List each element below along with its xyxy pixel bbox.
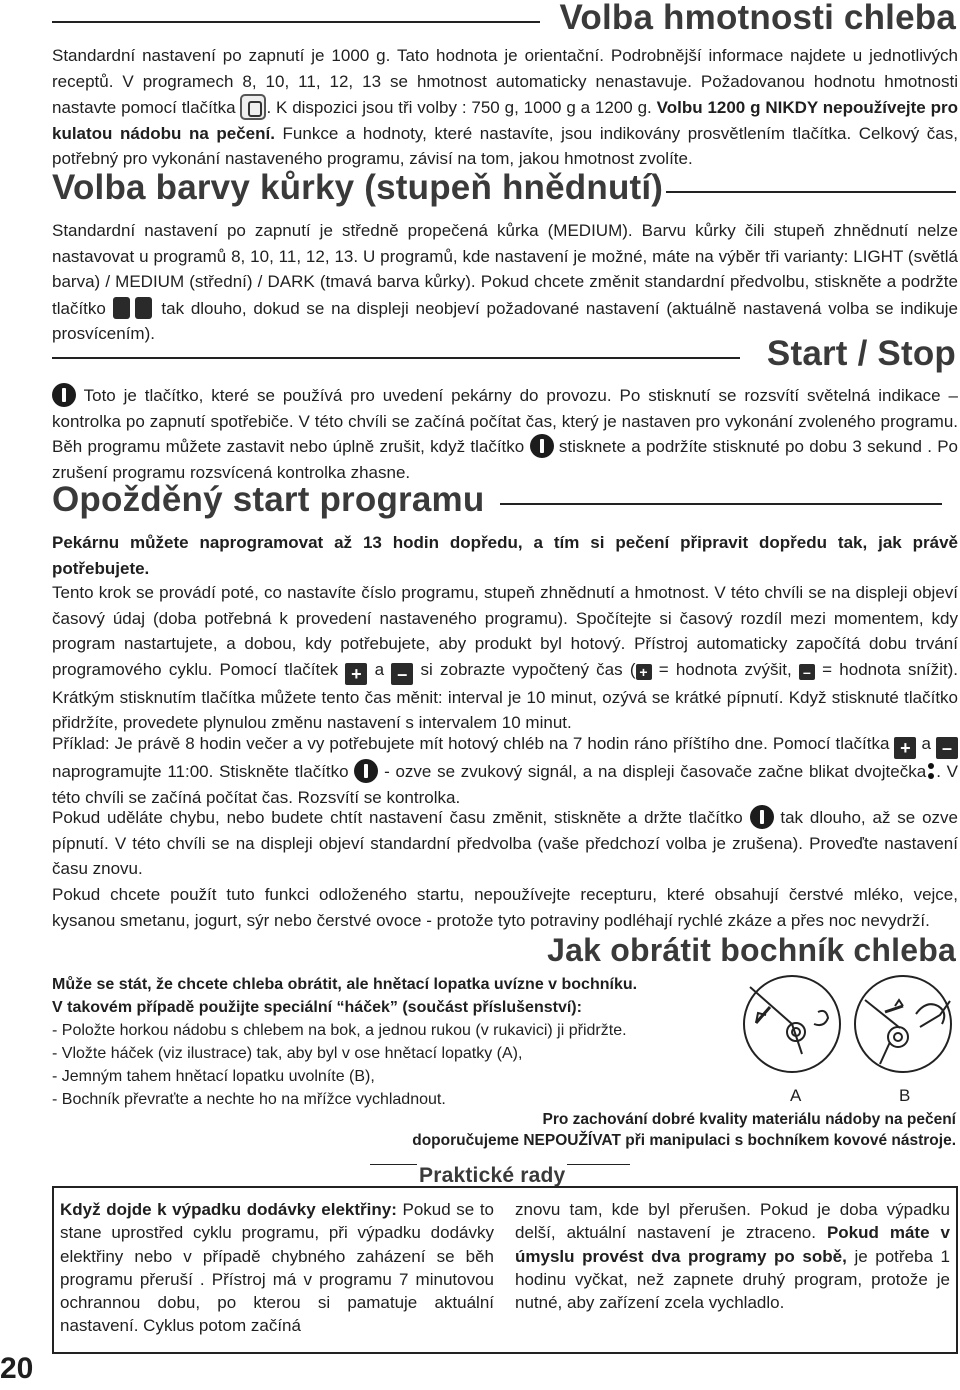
list-item: - Bochník převraťte a nechte ho na mřížce vychladnout. [52, 1091, 446, 1108]
tips-left-column: Když dojde k výpadku dodávky elektřiny: Pokud se to stane uprostřed cyklu programu, při výpadku dodávky elektřiny nebo v případě chybného zaházení se běh programu přeruší . Přístroj má v programu 7 minutovou ochrannou dobu, po kterou si pamatuje aktuální nastavení. Cyklus potom začíná [60, 1200, 494, 1336]
turn-loaf-note: Pro zachování dobré kvality materiálu nádoby na pečení doporučujeme NEPOUŽÍVAT při manipulaci s bochníkem kovové nástroje. [412, 1111, 956, 1149]
tips-right-column: znovu tam, kde byl přerušen. Pokud je doba výpadku delší, aktuální nastavení je ztraceno. Pokud máte v úmyslu provést dva programy po sobě, je potřeba 1 hodinu vyčkat, než zapnete druhý program, protože je nutné, aby zařízení zcela vychladlo. [515, 1200, 950, 1313]
paragraph-delay-2: Příklad: Je právě 8 hodin večer a vy potřebujete mít hotový chléb na 7 hodin ráno příštího dne. Pomocí tlačítka + a – naprogramujte 11:00. Stiskněte tlačítko - ozve se zvukový signál, a na displeji časovače začne blikat dvojtečka . V této chvíli se začíná počítat čas. Rozsvítí se kontrolka. [52, 734, 958, 807]
start-stop-icon [530, 434, 554, 458]
turn-loaf-bold-1: Může se stát, že chcete chleba obrátit, ale hnětací lopatka uvízne v bochníku. [52, 976, 638, 993]
heading-delayed-start: Opožděný start programu [52, 480, 485, 519]
illustration-label-a: A [790, 1086, 802, 1105]
list-item: - Jemným tahem hnětací lopatku uvolníte (B), [52, 1068, 375, 1085]
heading-practical-tips: Praktické rady [419, 1164, 566, 1187]
plus-icon: + [894, 737, 916, 759]
hook-illustration [740, 972, 958, 1082]
paragraph-weight: Standardní nastavení po zapnutí je 1000 g. Tato hodnota je orientační. Podrobnější informace najdete u jednotlivých receptů. V programech 8, 10, 11, 12, 13 se hmotnost automaticky nenastavuje. Požadovanou hodnotu hmotnosti nastavte pomocí tlačítka . K dispozici jsou tři volby : 750 g, 1000 g a 1200 g. Volbu 1200 g NIKDY nepoužívejte pro kulatou nádobu na pečení. Funkce a hodnoty, které nastavíte, jsou indikovány prosvětlením tlačítka. Celkový čas, potřebný pro vykonání nastaveného programu, závisí na tom, jakou hmotnost zvolíte. [52, 46, 958, 168]
heading-turn-loaf: Jak obrátit bochník chleba [547, 932, 956, 968]
plus-icon: + [345, 663, 367, 685]
start-stop-icon [354, 759, 378, 783]
paragraph-crust: Standardní nastavení po zapnutí je středně propečená kůrka (MEDIUM). Barvu kůrky čili stupeň zhnědnutí nelze nastavovat u programů 8, 10, 11, 12, 13. U programů, kde nastavení je možné, máte na výběr tři varianty: LIGHT (světlá barva) / MEDIUM (střední) / DARK (tmavá barva kůrky). Pokud chcete změnit standardní předvolbu, stiskněte a podržte tlačítko tak dlouho, dokud se na displeji neobjeví požadované nastavení (aktuálně nastavená volba se indikuje prosvícením). [52, 221, 959, 343]
minus-icon: – [799, 664, 815, 680]
turn-loaf-text [52, 973, 742, 1111]
heading-rule [52, 357, 740, 359]
crust-button-icon [113, 295, 155, 321]
heading-start-stop: Start / Stop [766, 334, 956, 373]
heading-rule [666, 191, 956, 193]
paragraph-delay-4: Pokud chcete použít tuto funkci odloženého startu, nepoužívejte recepturu, které obsahují čerstvé mléko, vejce, kysanou smetanu, jogurt, sýr nebo čerstvé ovoce - protože tyto potraviny podléhají rychlé zkáze a přes noc nevydrží. [52, 885, 958, 930]
list-item: - Položte horkou nádobu s chlebem na bok, a jednou rukou (v rukavici) ji přidržte. [52, 1022, 627, 1039]
paragraph-delay-lead: Pekárnu můžete naprogramovat až 13 hodin dopředu, a tím si pečení připravit dopředu tak, jak právě potřebujete. [52, 533, 958, 578]
heading-rule [52, 21, 540, 23]
colon-icon [928, 763, 934, 779]
minus-icon: – [391, 663, 413, 685]
page-number: 20 [0, 1352, 34, 1385]
plus-icon: + [636, 664, 652, 680]
weight-button-icon [240, 94, 266, 120]
start-stop-icon [750, 805, 774, 829]
paragraph-delay-3: Pokud uděláte chybu, nebo budete chtít nastavení času změnit, stiskněte a držte tlačítko tak dlouho, až se ozve pípnutí. V této chvíli se na displeji objeví standardní předvolba (vaše předchozí volba je zrušena). Proveďte nastavení času znovu. [52, 805, 958, 882]
turn-loaf-bold-2: V takovém případě použijte speciální “háček” (součást příslušenství): [52, 999, 582, 1016]
heading-crust-color: Volba barvy kůrky (stupeň hnědnutí) [52, 168, 664, 207]
illustration-label-b: B [899, 1086, 911, 1105]
heading-bread-weight: Volba hmotnosti chleba [559, 0, 956, 37]
minus-icon: – [936, 737, 958, 759]
paragraph-start-stop: Toto je tlačítko, které se používá pro uvedení pekárny do provozu. Po stisknutí se rozsvítí světelná indikace – kontrolka po zapnutí spotřebiče. V této chvíli se začíná počítat čas, který je nastaven pro vykonání zvoleného programu. Běh programu můžete zastavit nebo úplně zrušit, když tlačítko stisknete a podržíte stisknuté po dobu 3 sekund . Po zrušení programu rozsvícená kontrolka zhasne. [52, 383, 958, 485]
illustration-circle-b [855, 976, 951, 1072]
start-stop-icon [52, 383, 76, 407]
heading-rule [500, 503, 942, 505]
paragraph-delay-1: Tento krok se provádí poté, co nastavíte číslo programu, stupeň zhnědnutí a hmotnost. V této chvíli se na displeji objeví časový údaj (doba potřebná k provedení nastaveného programu). Spočítejte si časový rozdíl mezi momentem, kdy program nastartujete, a dobou, kdy potřebujete, aby produkt byl hotový. Přístroj automaticky započítá dobu trvání programového cyklu. Pomocí tlačítek + a – si zobrazte vypočtený čas ( + = hodnota zvýšit, – = hodnota snížit). Krátkým stisknutím tlačítka můžete tento čas měnit: interval je 10 minut, ozývá se krátké pípnutí. Když stisknuté tlačítko přidržíte, provedete plynulou změnu nastavení s intervalem 10 minut. [52, 583, 959, 732]
list-item: - Vložte háček (viz ilustrace) tak, aby byl v ose hnětací lopatky (A), [52, 1045, 523, 1062]
